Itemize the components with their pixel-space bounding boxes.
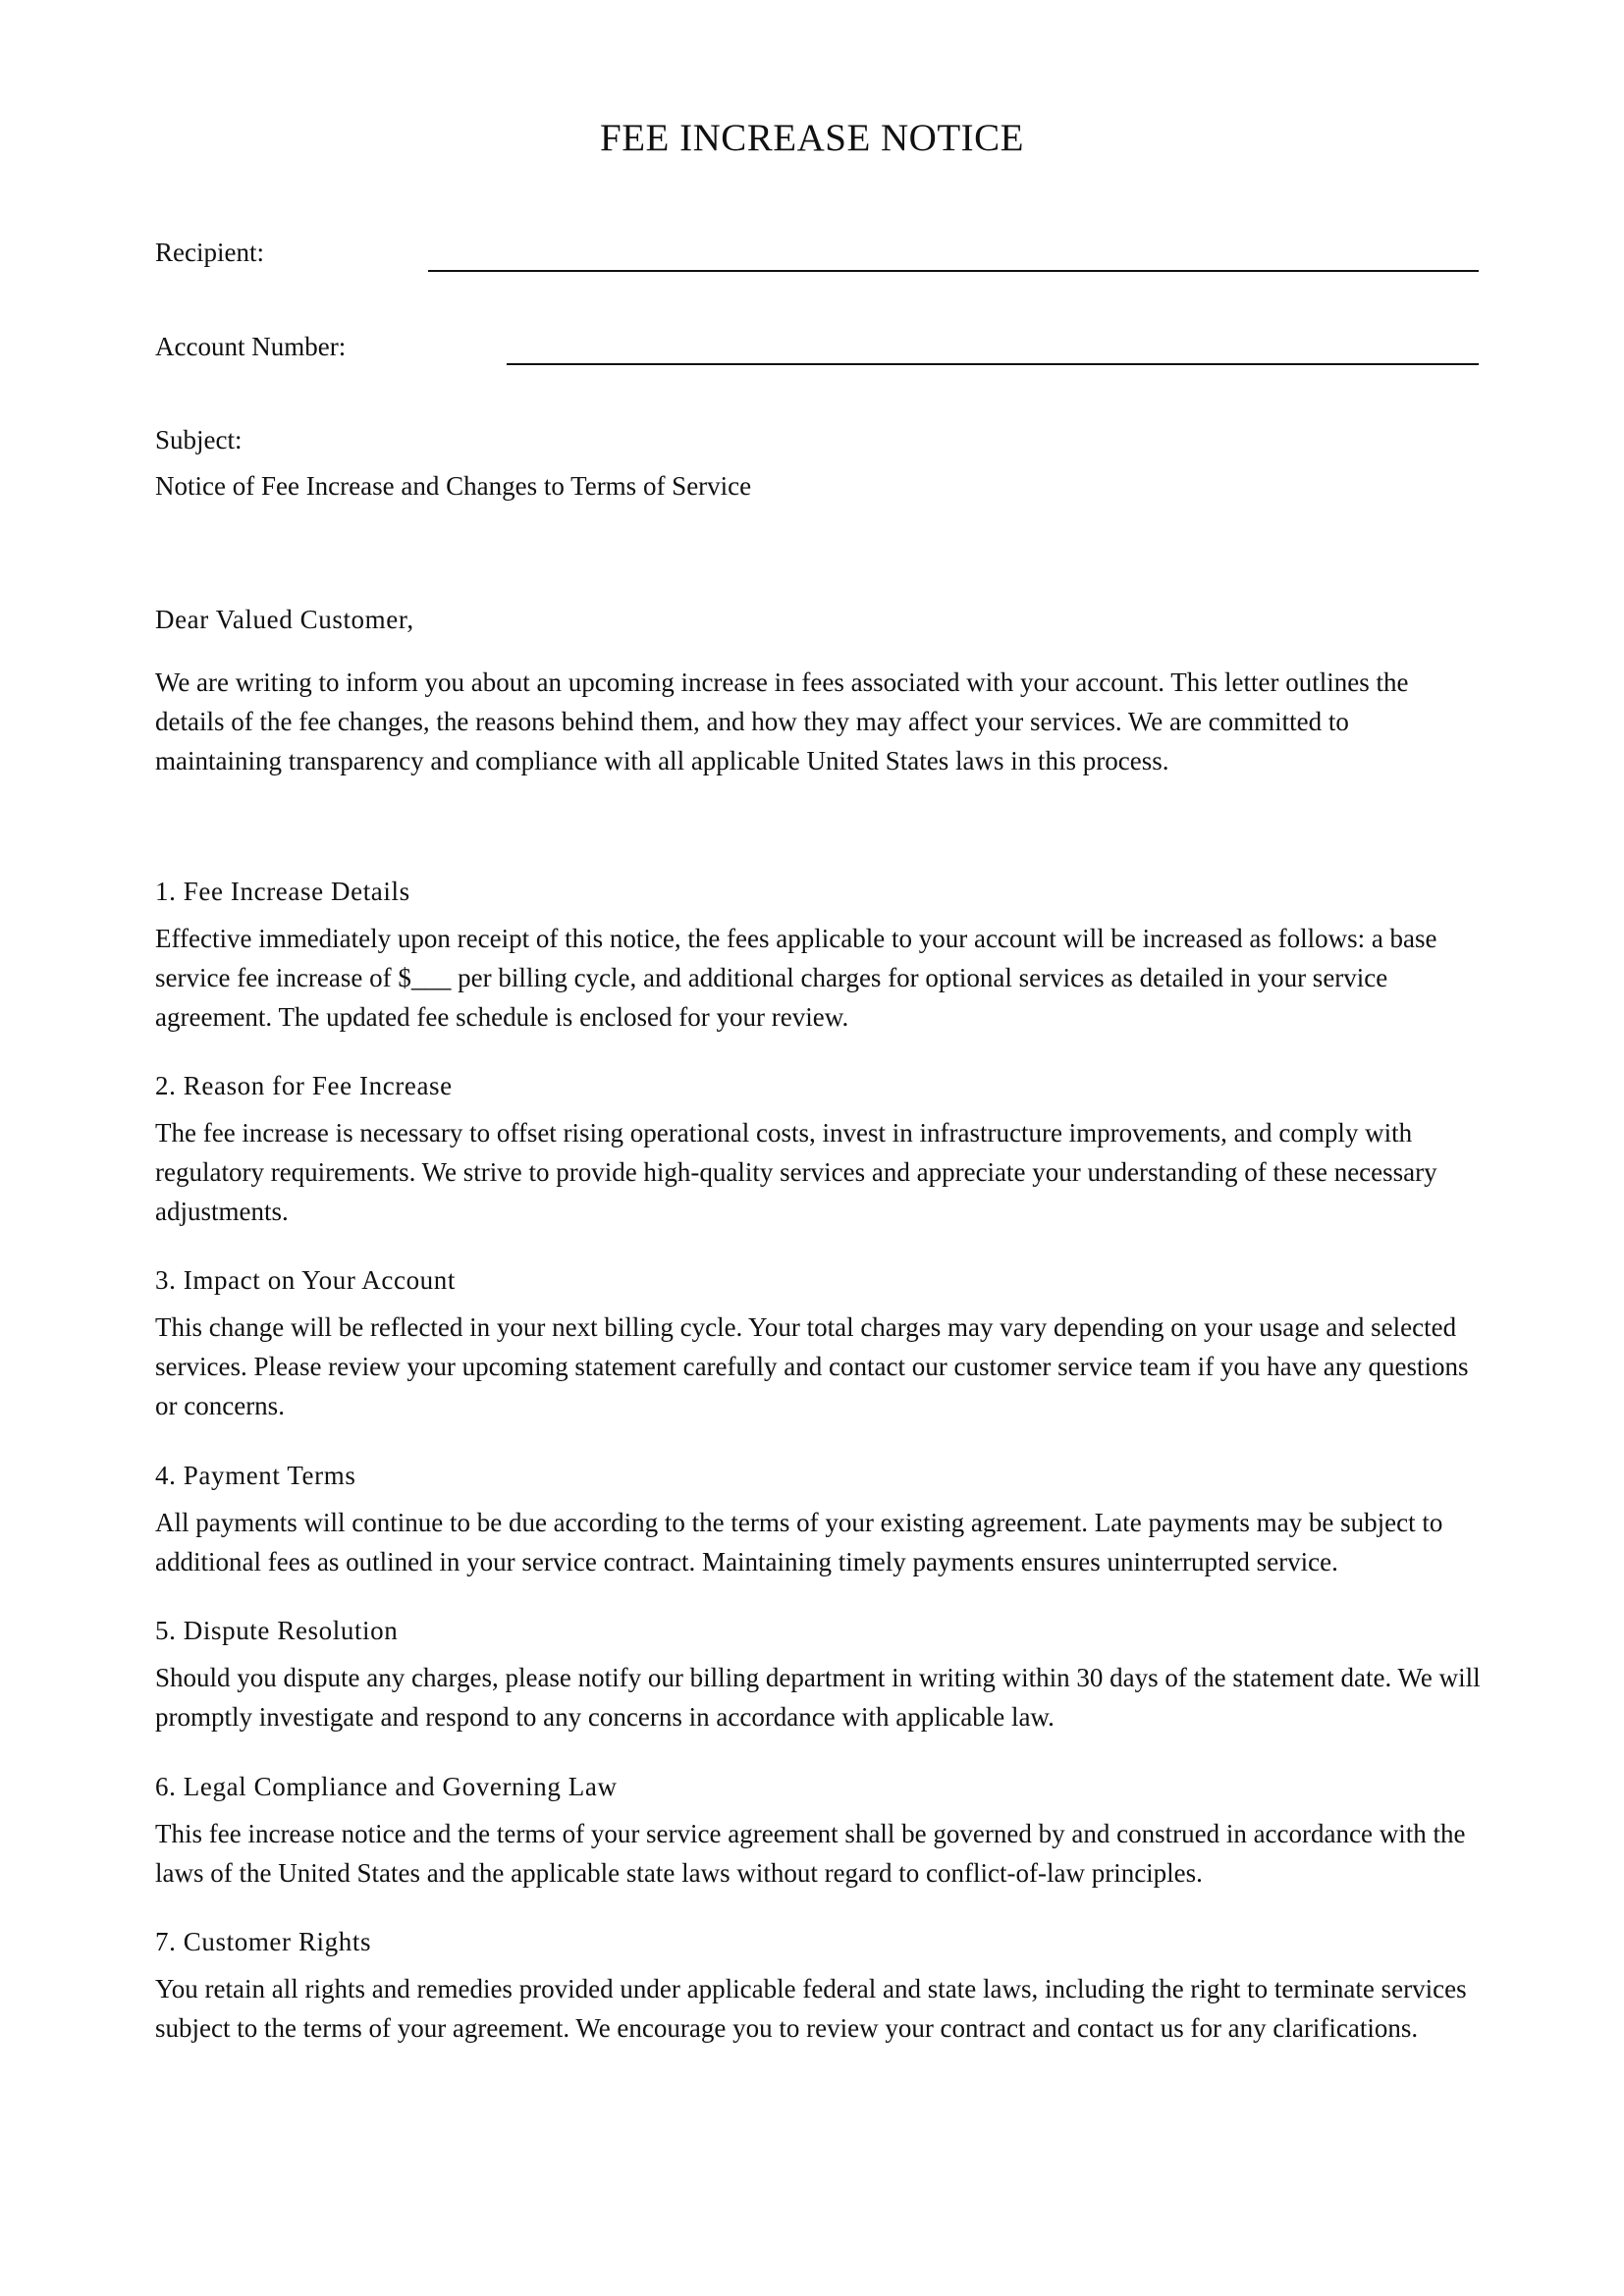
section-heading-fee-increase-details: 1. Fee Increase Details [155,877,410,906]
intro-paragraph: We are writing to inform you about an upcoming increase in fees associated with your account. This letter outlines the details of the fee changes, the reasons behind them, and how they may affect your services. We are committed to maintaining transparency and compliance with all applicable United States laws in this process. [155,667,1409,775]
account-number-field[interactable] [507,363,1479,365]
section-heading-payment-terms: 4. Payment Terms [155,1461,356,1490]
section-heading-customer-rights: 7. Customer Rights [155,1927,372,1956]
recipient-field[interactable] [428,270,1479,272]
salutation: Dear Valued Customer, [155,605,414,634]
section-body-customer-rights: You retain all rights and remedies provided under applicable federal and state laws, including the right to terminate services subject to the terms of your agreement. We encourage you to review your contract and contact us for any clarifications. [155,1974,1467,2043]
section-heading-impact: 3. Impact on Your Account [155,1265,456,1295]
section-body-payment-terms: All payments will continue to be due according to the terms of your existing agreement. Late payments may be subject to additional fees as outlined in your service contract. Maintaining timely payments ensures uninterrupted service. [155,1508,1443,1576]
subject-label: Subject: [155,425,243,454]
section-body-fee-increase-details: Effective immediately upon receipt of this notice, the fees applicable to your account will be increased as follows: a base service fee increase of $___ per billing cycle, and additional charges for optional services as detailed in your service agreement. The updated fee schedule is enclosed for your review. [155,924,1437,1032]
account-number-label: Account Number: [155,332,347,361]
section-heading-dispute-resolution: 5. Dispute Resolution [155,1616,399,1645]
section-body-legal-compliance: This fee increase notice and the terms of your service agreement shall be governed by and construed in accordance with the laws of the United States and the applicable state laws without regard to conflict-of-law principles. [155,1819,1466,1888]
section-body-impact: This change will be reflected in your next billing cycle. Your total charges may vary depending on your usage and selected services. Please review your upcoming statement carefully and contact our customer service team if you have any questions or concerns. [155,1312,1469,1420]
section-heading-reason: 2. Reason for Fee Increase [155,1071,453,1100]
section-body-reason: The fee increase is necessary to offset rising operational costs, invest in infrastructure improvements, and comply with regulatory requirements. We strive to provide high-quality services and appreciate your understanding of these necessary adjustments. [155,1118,1437,1226]
section-heading-legal-compliance: 6. Legal Compliance and Governing Law [155,1772,618,1801]
document-title: FEE INCREASE NOTICE [600,117,1024,159]
recipient-label: Recipient: [155,238,264,267]
section-body-dispute-resolution: Should you dispute any charges, please notify our billing department in writing within 30 days of the statement date. We will promptly investigate and respond to any concerns in accordance with applicable law. [155,1663,1481,1732]
subject-text: Notice of Fee Increase and Changes to Terms of Service [155,471,752,501]
